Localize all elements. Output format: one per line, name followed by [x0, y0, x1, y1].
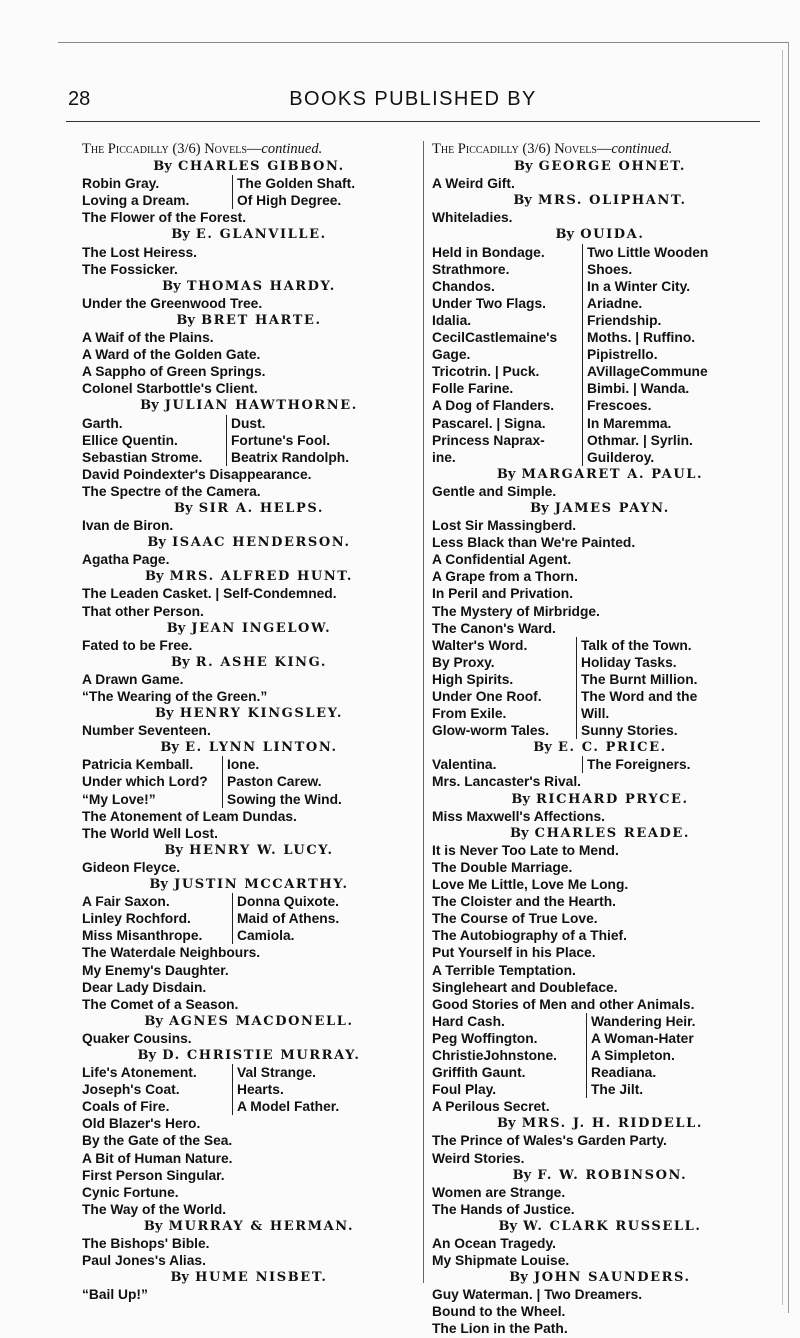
- author-by: By: [496, 466, 516, 482]
- book-title: It is Never Too Late to Mend.: [432, 842, 619, 858]
- author-by: By: [530, 500, 549, 516]
- author-by: By: [162, 278, 181, 294]
- author-by: By: [149, 877, 168, 893]
- book-title: Agatha Page.: [82, 552, 170, 568]
- author-heading: [82, 1047, 416, 1064]
- book-title: Princess Naprax-: [432, 432, 545, 448]
- book-title: The Atonement of Leam Dundas.: [82, 808, 297, 824]
- book-title: Val Strange.: [232, 1064, 316, 1081]
- book-title: Donna Quixote.: [232, 893, 339, 910]
- title-pair-row: [82, 415, 416, 432]
- book-title: Paul Jones's Alias.: [82, 1253, 206, 1269]
- book-title: Ione.: [222, 756, 259, 773]
- author-heading: [432, 791, 768, 808]
- book-title: Folle Farine.: [432, 381, 514, 397]
- author-heading: [82, 705, 416, 722]
- section-heading: [432, 141, 768, 158]
- author-name: CHARLES READE.: [534, 825, 691, 841]
- book-title: The Canon's Ward.: [432, 620, 556, 636]
- author-heading: [432, 739, 768, 756]
- section-heading-text: The Piccadilly (3/6) Novels—: [432, 141, 612, 157]
- title-pair-row: [432, 1030, 768, 1047]
- book-title: The Course of True Love.: [432, 911, 598, 927]
- author-by: By: [153, 159, 172, 175]
- book-title: By Proxy.: [432, 654, 495, 670]
- author-by: By: [509, 825, 529, 841]
- book-title: A Weird Gift.: [432, 176, 515, 192]
- book-title: Two Little Wooden: [582, 244, 708, 261]
- author-name: R. ASHE KING.: [195, 654, 327, 670]
- book-title: Holiday Tasks.: [576, 654, 677, 671]
- page-number: 28: [68, 88, 91, 110]
- author-by: By: [160, 740, 179, 756]
- title-pair-row: [82, 927, 416, 944]
- title-pair-row: [82, 910, 416, 927]
- title-pair-row: [432, 449, 768, 466]
- book-title: AVillageCommune: [582, 363, 708, 380]
- author-heading: [82, 158, 416, 175]
- title-pair-row: [432, 1013, 768, 1030]
- title-pair-row: [82, 432, 416, 449]
- book-title: My Enemy's Daughter.: [82, 962, 229, 978]
- book-title: “Bail Up!”: [82, 1287, 148, 1303]
- author-by: By: [555, 227, 575, 243]
- book-title: A Sappho of Green Springs.: [82, 364, 266, 380]
- book-title: Will.: [576, 705, 609, 722]
- author-name: AGNES MACDONELL.: [169, 1013, 354, 1029]
- book-title: The Foreigners.: [582, 756, 691, 773]
- author-heading: [82, 739, 416, 756]
- title-pair-row: [432, 1064, 768, 1081]
- book-title: A Grape from a Thorn.: [432, 569, 578, 585]
- author-heading: [82, 876, 416, 893]
- author-by: By: [166, 620, 186, 636]
- title-pair-row: [432, 244, 768, 261]
- book-title: A Waif of the Plains.: [82, 330, 214, 346]
- book-title: Love Me Little, Love Me Long.: [432, 877, 629, 893]
- author-name: MRS. ALFRED HUNT.: [169, 569, 354, 585]
- author-heading: [82, 1013, 416, 1030]
- author-heading: [82, 568, 416, 585]
- book-title: A Perilous Secret.: [432, 1099, 550, 1115]
- book-title: Wandering Heir.: [586, 1013, 696, 1030]
- author-heading: [432, 466, 768, 483]
- book-title: The Mystery of Mirbridge.: [432, 603, 600, 619]
- book-title: Of High Degree.: [232, 192, 341, 209]
- author-heading: [82, 500, 416, 517]
- title-pair-row: [82, 449, 416, 466]
- book-title: Camiola.: [232, 927, 295, 944]
- title-pair-row: [432, 397, 768, 414]
- book-title: Beatrix Randolph.: [226, 449, 349, 466]
- author-name: MRS. OLIPHANT.: [538, 193, 687, 209]
- author-by: By: [174, 500, 193, 516]
- book-title: Strathmore.: [432, 261, 510, 277]
- author-heading: [432, 500, 768, 517]
- title-pair-row: [432, 329, 768, 346]
- book-title: The Burnt Million.: [576, 671, 698, 688]
- book-title: Under which Lord?: [82, 774, 208, 790]
- title-pair-row: [432, 312, 768, 329]
- book-title: Pipistrello.: [582, 346, 658, 363]
- book-title: Sowing the Wind.: [222, 791, 342, 808]
- book-title: The Flower of the Forest.: [82, 210, 247, 226]
- book-title: A Simpleton.: [586, 1047, 675, 1064]
- book-title: The Lion in the Path.: [432, 1321, 568, 1337]
- book-title: Mrs. Lancaster's Rival.: [432, 774, 581, 790]
- book-title: Number Seventeen.: [82, 723, 211, 739]
- book-title: Dust.: [226, 415, 266, 432]
- author-name: HENRY W. LUCY.: [189, 842, 334, 858]
- book-title: In Peril and Privation.: [432, 586, 574, 602]
- author-by: By: [176, 312, 195, 328]
- book-title: The Prince of Wales's Garden Party.: [432, 1133, 667, 1149]
- book-title: Miss Maxwell's Affections.: [432, 808, 605, 824]
- book-title: Guilderoy.: [582, 449, 654, 466]
- book-title: Garth.: [82, 415, 123, 431]
- author-name: JOHN SAUNDERS.: [533, 1270, 691, 1286]
- author-heading: [82, 1218, 416, 1235]
- author-heading: [432, 1269, 768, 1286]
- book-title: Hard Cash.: [432, 1013, 505, 1029]
- title-pair-row: [432, 415, 768, 432]
- book-title: Weird Stories.: [432, 1150, 525, 1166]
- book-title: Put Yourself in his Place.: [432, 945, 596, 961]
- book-title: A Fair Saxon.: [82, 894, 170, 910]
- author-by: By: [497, 1116, 516, 1132]
- author-name: MURRAY & HERMAN.: [168, 1218, 355, 1234]
- book-title: Paston Carew.: [222, 773, 322, 790]
- author-name: E. C. PRICE.: [557, 740, 667, 756]
- section-heading-text: The Piccadilly (3/6) Novels—: [82, 141, 262, 157]
- title-pair-row: [82, 791, 416, 808]
- book-title: The Comet of a Season.: [82, 996, 239, 1012]
- book-title: Under Two Flags.: [432, 295, 546, 311]
- title-pair-row: [82, 773, 416, 790]
- title-pair-row: [432, 295, 768, 312]
- book-title: “My Love!”: [82, 791, 156, 807]
- title-pair-row: [432, 705, 768, 722]
- book-title: Whiteladies.: [432, 210, 513, 226]
- author-name: THOMAS HARDY.: [186, 278, 336, 294]
- book-title: Gideon Fleyce.: [82, 859, 181, 875]
- book-title: By the Gate of the Sea.: [82, 1133, 233, 1149]
- title-pair-row: [432, 346, 768, 363]
- book-title: Colonel Starbottle's Client.: [82, 381, 258, 397]
- book-title: Women are Strange.: [432, 1184, 566, 1200]
- book-title: The Golden Shaft.: [232, 175, 355, 192]
- book-title: Guy Waterman. | Two Dreamers.: [432, 1287, 643, 1303]
- book-title: The Waterdale Neighbours.: [82, 945, 261, 961]
- book-title: Old Blazer's Hero.: [82, 1116, 201, 1132]
- author-name: OUIDA.: [580, 227, 645, 243]
- book-title: A Terrible Temptation.: [432, 962, 576, 978]
- book-title: The Way of the World.: [82, 1201, 227, 1217]
- author-by: By: [143, 1218, 163, 1234]
- author-heading: [82, 1269, 416, 1286]
- book-title: The Bishops' Bible.: [82, 1236, 210, 1251]
- author-by: By: [511, 791, 530, 807]
- author-heading: [82, 312, 416, 329]
- book-title: A Ward of the Golden Gate.: [82, 347, 261, 363]
- author-heading: [82, 842, 416, 859]
- author-by: By: [144, 1013, 163, 1029]
- author-by: By: [144, 569, 164, 585]
- book-title: Maid of Athens.: [232, 910, 339, 927]
- author-heading: [82, 654, 416, 671]
- title-pair-row: [432, 432, 768, 449]
- left-column: [82, 141, 416, 1303]
- author-by: By: [533, 740, 552, 756]
- book-title: Talk of the Town.: [576, 637, 692, 654]
- author-by: By: [513, 193, 532, 209]
- book-title: Sebastian Strome.: [82, 449, 203, 465]
- author-by: By: [171, 654, 190, 670]
- book-title: Hearts.: [232, 1081, 284, 1098]
- book-title: Ellice Quentin.: [82, 432, 178, 448]
- book-title: The Double Marriage.: [432, 859, 573, 875]
- book-title: An Ocean Tragedy.: [432, 1236, 556, 1251]
- author-name: ISAAC HENDERSON.: [172, 535, 351, 551]
- title-pair-row: [432, 363, 768, 380]
- author-name: SIR A. HELPS.: [198, 500, 324, 516]
- author-heading: [82, 226, 416, 243]
- author-heading: [82, 397, 416, 414]
- title-pair-row: [82, 1064, 416, 1081]
- section-heading: [82, 141, 416, 158]
- title-pair-row: [432, 671, 768, 688]
- book-title: High Spirits.: [432, 671, 514, 687]
- book-title: The Cloister and the Hearth.: [432, 894, 616, 910]
- title-pair-row: [432, 654, 768, 671]
- book-title: Cynic Fortune.: [82, 1184, 179, 1200]
- book-title: Fortune's Fool.: [226, 432, 330, 449]
- title-pair-row: [432, 756, 768, 773]
- author-name: E. LYNN LINTON.: [185, 740, 338, 756]
- book-title: The Fossicker.: [82, 261, 178, 277]
- author-by: By: [164, 842, 183, 858]
- book-title: The Spectre of the Camera.: [82, 483, 261, 499]
- book-title: Sunny Stories.: [576, 722, 678, 739]
- title-pair-row: [82, 192, 416, 209]
- book-title: The World Well Lost.: [82, 825, 218, 841]
- book-title: A Bit of Human Nature.: [82, 1150, 233, 1166]
- author-name: CHARLES GIBBON.: [177, 159, 345, 175]
- title-pair-row: [82, 1081, 416, 1098]
- author-name: JUSTIN MCCARTHY.: [174, 877, 349, 893]
- header-rule: [66, 121, 760, 122]
- book-title: A Drawn Game.: [82, 671, 184, 687]
- section-heading-continued: continued.: [611, 141, 673, 157]
- author-name: MARGARET A. PAUL.: [521, 466, 704, 482]
- book-title: Lost Sir Massingberd.: [432, 518, 577, 534]
- section-heading-continued: continued.: [261, 141, 323, 157]
- book-title: ChristieJohnstone.: [432, 1047, 557, 1063]
- title-pair-row: [432, 1047, 768, 1064]
- title-pair-row: [432, 380, 768, 397]
- book-title: Gentle and Simple.: [432, 483, 557, 499]
- author-name: MRS. J. H. RIDDELL.: [521, 1116, 703, 1132]
- book-title: Othmar. | Syrlin.: [582, 432, 693, 449]
- book-title: Griffith Gaunt.: [432, 1065, 526, 1081]
- book-title: That other Person.: [82, 603, 204, 619]
- book-title: The Hands of Justice.: [432, 1201, 575, 1217]
- author-name: JAMES PAYN.: [554, 500, 670, 516]
- book-title: The Leaden Casket. | Self-Condemned.: [82, 586, 337, 602]
- author-name: HENRY KINGSLEY.: [179, 706, 343, 722]
- book-title: Dear Lady Disdain.: [82, 979, 207, 995]
- author-by: By: [513, 159, 533, 175]
- book-title: ine.: [432, 449, 456, 465]
- book-title: Under the Greenwood Tree.: [82, 295, 263, 311]
- book-title: “The Wearing of the Green.”: [82, 689, 268, 704]
- book-title: Robin Gray.: [82, 176, 160, 192]
- author-name: E. GLANVILLE.: [195, 227, 327, 243]
- book-title: CecilCastlemaine's: [432, 330, 558, 346]
- book-title: Less Black than We're Painted.: [432, 535, 636, 551]
- book-title: Held in Bondage.: [432, 244, 545, 260]
- book-title: Pascarel. | Signa.: [432, 415, 546, 431]
- author-name: GEORGE OHNET.: [538, 159, 687, 175]
- author-name: JEAN INGELOW.: [191, 620, 332, 636]
- book-title: Patricia Kemball.: [82, 757, 194, 773]
- author-heading: [432, 158, 768, 175]
- book-title: The Lost Heiress.: [82, 244, 198, 260]
- book-title: In a Winter City.: [582, 278, 690, 295]
- author-heading: [432, 825, 768, 842]
- author-by: By: [498, 1218, 517, 1234]
- author-heading: [432, 1115, 768, 1132]
- author-by: By: [137, 1047, 157, 1063]
- title-pair-row: [82, 175, 416, 192]
- author-by: By: [171, 227, 190, 243]
- book-title: Singleheart and Doubleface.: [432, 979, 618, 995]
- book-title: From Exile.: [432, 706, 507, 722]
- title-pair-row: [82, 756, 416, 773]
- book-title: Ariadne.: [582, 295, 642, 312]
- book-title: Miss Misanthrope.: [82, 928, 203, 944]
- book-title: Quaker Cousins.: [82, 1030, 192, 1046]
- book-title: Bound to the Wheel.: [432, 1304, 566, 1320]
- author-heading: [432, 1167, 768, 1184]
- author-name: JULIAN HAWTHORNE.: [164, 398, 358, 414]
- author-name: D. CHRISTIE MURRAY.: [162, 1047, 361, 1063]
- book-title: Ivan de Biron.: [82, 518, 174, 534]
- author-by: By: [147, 535, 166, 551]
- title-pair-row: [82, 893, 416, 910]
- book-title: Glow-worm Tales.: [432, 723, 550, 739]
- book-title: Gage.: [432, 347, 471, 363]
- running-title: BOOKS PUBLISHED BY: [289, 88, 537, 110]
- book-title: Friendship.: [582, 312, 661, 329]
- book-title: Fated to be Free.: [82, 637, 193, 653]
- book-title: Good Stories of Men and other Animals.: [432, 996, 695, 1012]
- book-title: Under One Roof.: [432, 689, 542, 704]
- author-name: BRET HARTE.: [201, 312, 322, 328]
- book-title: Readiana.: [586, 1064, 656, 1081]
- book-title: My Shipmate Louise.: [432, 1253, 570, 1269]
- author-heading: [82, 534, 416, 551]
- book-title: Foul Play.: [432, 1082, 497, 1098]
- column-divider: [423, 141, 424, 1283]
- running-header: [68, 88, 758, 114]
- book-title: David Poindexter's Disappearance.: [82, 466, 312, 482]
- book-title: Linley Rochford.: [82, 911, 191, 927]
- book-title: Shoes.: [582, 261, 632, 278]
- author-by: By: [509, 1270, 528, 1286]
- book-title: Valentina.: [432, 757, 497, 773]
- author-name: F. W. ROBINSON.: [537, 1167, 688, 1183]
- book-title: Chandos.: [432, 278, 495, 294]
- book-title: Frescoes.: [582, 397, 651, 414]
- author-heading: [432, 1218, 768, 1235]
- title-pair-row: [432, 278, 768, 295]
- book-title: Idalia.: [432, 312, 472, 328]
- book-title: Walter's Word.: [432, 637, 528, 653]
- book-title: Tricotrin. | Puck.: [432, 364, 540, 380]
- book-title: Coals of Fire.: [82, 1099, 170, 1115]
- book-title: The Autobiography of a Thief.: [432, 928, 627, 944]
- book-title: Loving a Dream.: [82, 193, 190, 209]
- author-by: By: [170, 1270, 189, 1286]
- right-column: [432, 141, 768, 1338]
- title-pair-row: [432, 637, 768, 654]
- author-by: By: [512, 1167, 532, 1183]
- title-pair-row: [432, 722, 768, 739]
- author-name: HUME NISBET.: [195, 1270, 328, 1286]
- author-heading: [432, 192, 768, 209]
- book-title: In Maremma.: [582, 415, 671, 432]
- author-by: By: [140, 398, 159, 414]
- book-title: First Person Singular.: [82, 1167, 225, 1183]
- author-by: By: [155, 706, 174, 722]
- author-name: W. CLARK RUSSELL.: [523, 1218, 702, 1234]
- title-pair-row: [432, 688, 768, 705]
- author-name: RICHARD PRYCE.: [536, 791, 689, 807]
- book-title: The Jilt.: [586, 1081, 643, 1098]
- author-heading: [82, 278, 416, 295]
- book-title: A Confidential Agent.: [432, 552, 572, 568]
- book-title: The Word and the: [576, 688, 697, 705]
- book-title: Life's Atonement.: [82, 1065, 197, 1081]
- author-heading: [82, 620, 416, 637]
- book-title: A Dog of Flanders.: [432, 398, 555, 414]
- book-title: Joseph's Coat.: [82, 1082, 180, 1098]
- title-pair-row: [432, 1081, 768, 1098]
- book-title: Moths. | Ruffino.: [582, 329, 695, 346]
- book-title: Peg Woffington.: [432, 1030, 538, 1046]
- book-title: A Woman-Hater: [586, 1030, 694, 1047]
- book-title: A Model Father.: [232, 1098, 339, 1115]
- author-heading: [432, 226, 768, 243]
- title-pair-row: [82, 1098, 416, 1115]
- book-title: Bimbi. | Wanda.: [582, 380, 689, 397]
- title-pair-row: [432, 261, 768, 278]
